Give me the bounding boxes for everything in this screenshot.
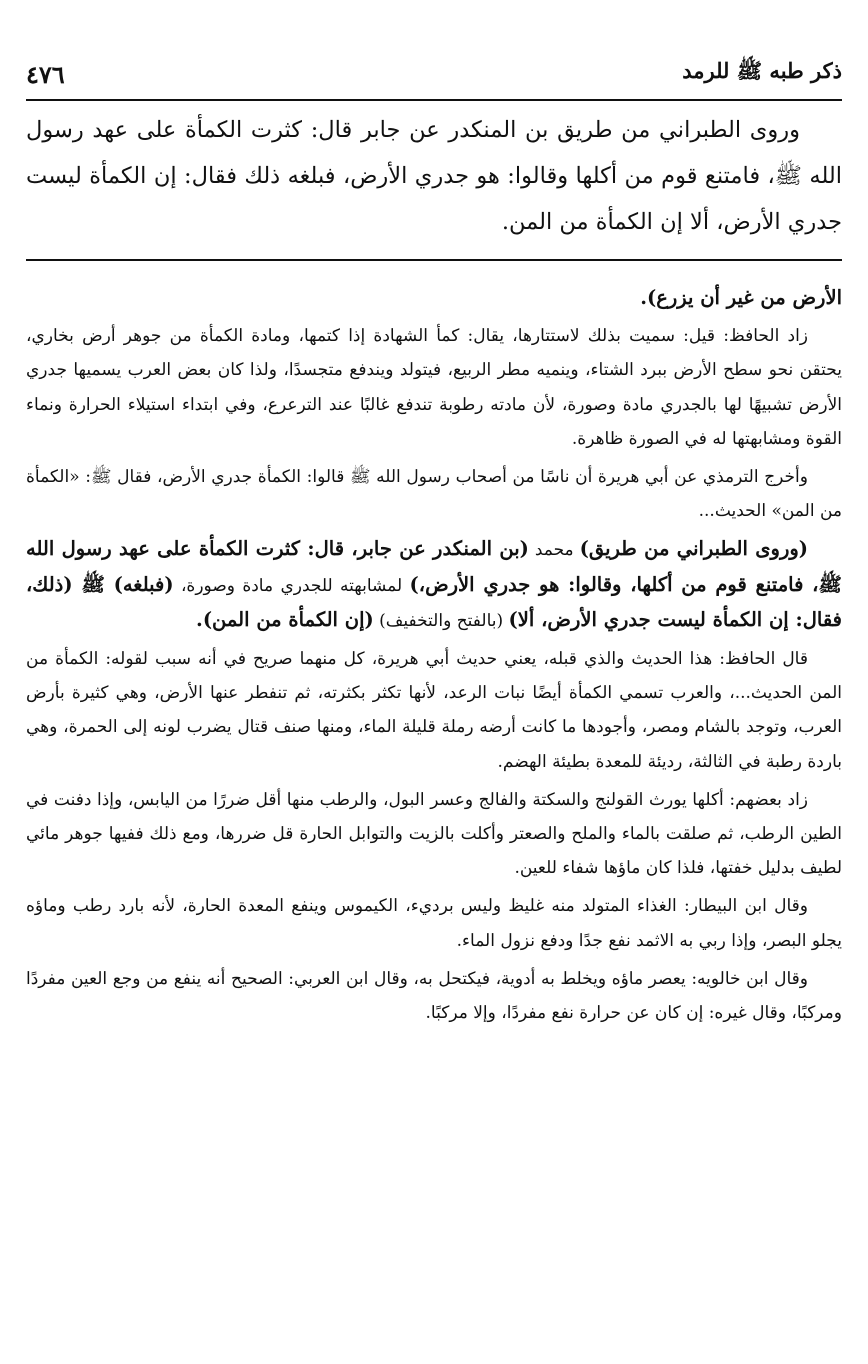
sharh-text: محمد <box>528 540 580 561</box>
commentary-paragraph: زاد بعضهم: أكلها يورث القولنج والسكتة والفالج وعسر البول، والرطب منها أقل ضررًا من اليابس، وإذا دفنت في الطين الرطب، ثم صلقت بالماء والملح والصعتر وأكلت بالزيت والتوابل الحارة قل ضررها، ومع ذلك ففيها جوهر مائي لطيف بدليل خفتها، فلذا كان ماؤها شفاء للعين. <box>26 789 842 879</box>
matn-bold: (فبلغه) ﷺ (ذلك، فقال: إن الكمأة ليست جدري الأرض، ألا) <box>26 572 842 631</box>
commentary-block <box>26 261 842 1030</box>
matn-bold: (إن الكمأة من المن). <box>196 607 374 631</box>
commentary-paragraph: وقال ابن البيطار: الغذاء المتولد منه غليظ وليس برديء، الكيموس وينفع المعدة الحارة، لأنه بارد رطب وماؤه يجلو البصر، وإذا ربي به الاثمد نفع جدًا ودفع نزول الماء. <box>26 896 842 951</box>
commentary-paragraph: الأرض من غير أن يزرع). <box>640 286 842 309</box>
page-number: ٤٧٦ <box>26 60 65 89</box>
commentary-paragraph: قال الحافظ: هذا الحديث والذي قبله، يعني حديث أبي هريرة، كل منهما صريح في أنه سبب لقوله: الكمأة من المن الحديث...، والعرب تسمي الكمأة أيضًا نبات الرعد، لأنها تكثر بكثرته، ثم تنفطر عنها الأرض، وهي كثيرة بأرض العرب، وتوجد بالشام ومصر، وأجودها ما كانت أرضه رملة قليلة الماء، ومنها صنف قتال يضرب لونه إلى الحمرة، وهي باردة رطبة في الثالثة، رديئة للمعدة بطيئة الهضم. <box>26 649 842 772</box>
commentary-paragraph: وقال ابن خالويه: يعصر ماؤه ويخلط به أدوية، فيكتحل به، وقال ابن العربي: الصحيح أنه ينفع من وجع العين مفردًا ومركبًا، وقال غيره: إن كان عن حرارة نفع مفردًا، وإلا مركبًا. <box>26 968 842 1024</box>
commentary-paragraph-mixed <box>26 532 842 638</box>
sharh-text: لمشابهته للجدري مادة وصورة، <box>173 575 410 596</box>
matn-bold: (وروى الطبراني من طريق) <box>579 537 808 561</box>
running-title: ذكر طبه ﷺ للرمد <box>682 58 842 83</box>
hadith-text-block <box>26 101 842 261</box>
commentary-paragraph: وأخرج الترمذي عن أبي هريرة أن ناسًا من أصحاب رسول الله ﷺ قالوا: الكمأة جدري الأرض، فقال ﷺ: «الكمأة من المن» الحديث... <box>26 467 842 522</box>
commentary-paragraph: زاد الحافظ: قيل: سميت بذلك لاستتارها، يقال: كمأ الشهادة إذا كتمها، ومادة الكمأة من جوهر أرض بخاري، يحتقن نحو سطح الأرض ببرد الشتاء، وينميه مطر الربيع، فيتولد ويندفع متجسدًا، ولذا كان بعض العرب يسميها جدري الأرض تشبيهًا لها بالجدري مادة وصورة، لأن مادته رطوبة تندفع غالبًا عند الترعرع، وفي ابتداء استيلاء الحرارة ونماء القوة ومشابهتها له في الصورة ظاهرة. <box>26 326 842 449</box>
matn-bold: (بن المنكدر عن جابر، قال: كثرت الكمأة على عهد رسول الله ﷺ، فامتنع قوم من أكلها، وقالوا: هو جدري الأرض،) <box>26 537 842 596</box>
sharh-text: (بالفتح والتخفيف) <box>373 610 509 631</box>
page-header <box>26 58 842 101</box>
hadith-text: وروى الطبراني من طريق بن المنكدر عن جابر قال: كثرت الكمأة على عهد رسول الله ﷺ، فامتنع قوم من أكلها وقالوا: هو جدري الأرض، فبلغه ذلك فقال: إن الكمأة ليست جدري الأرض، ألا إن الكمأة من المن. <box>26 117 842 235</box>
